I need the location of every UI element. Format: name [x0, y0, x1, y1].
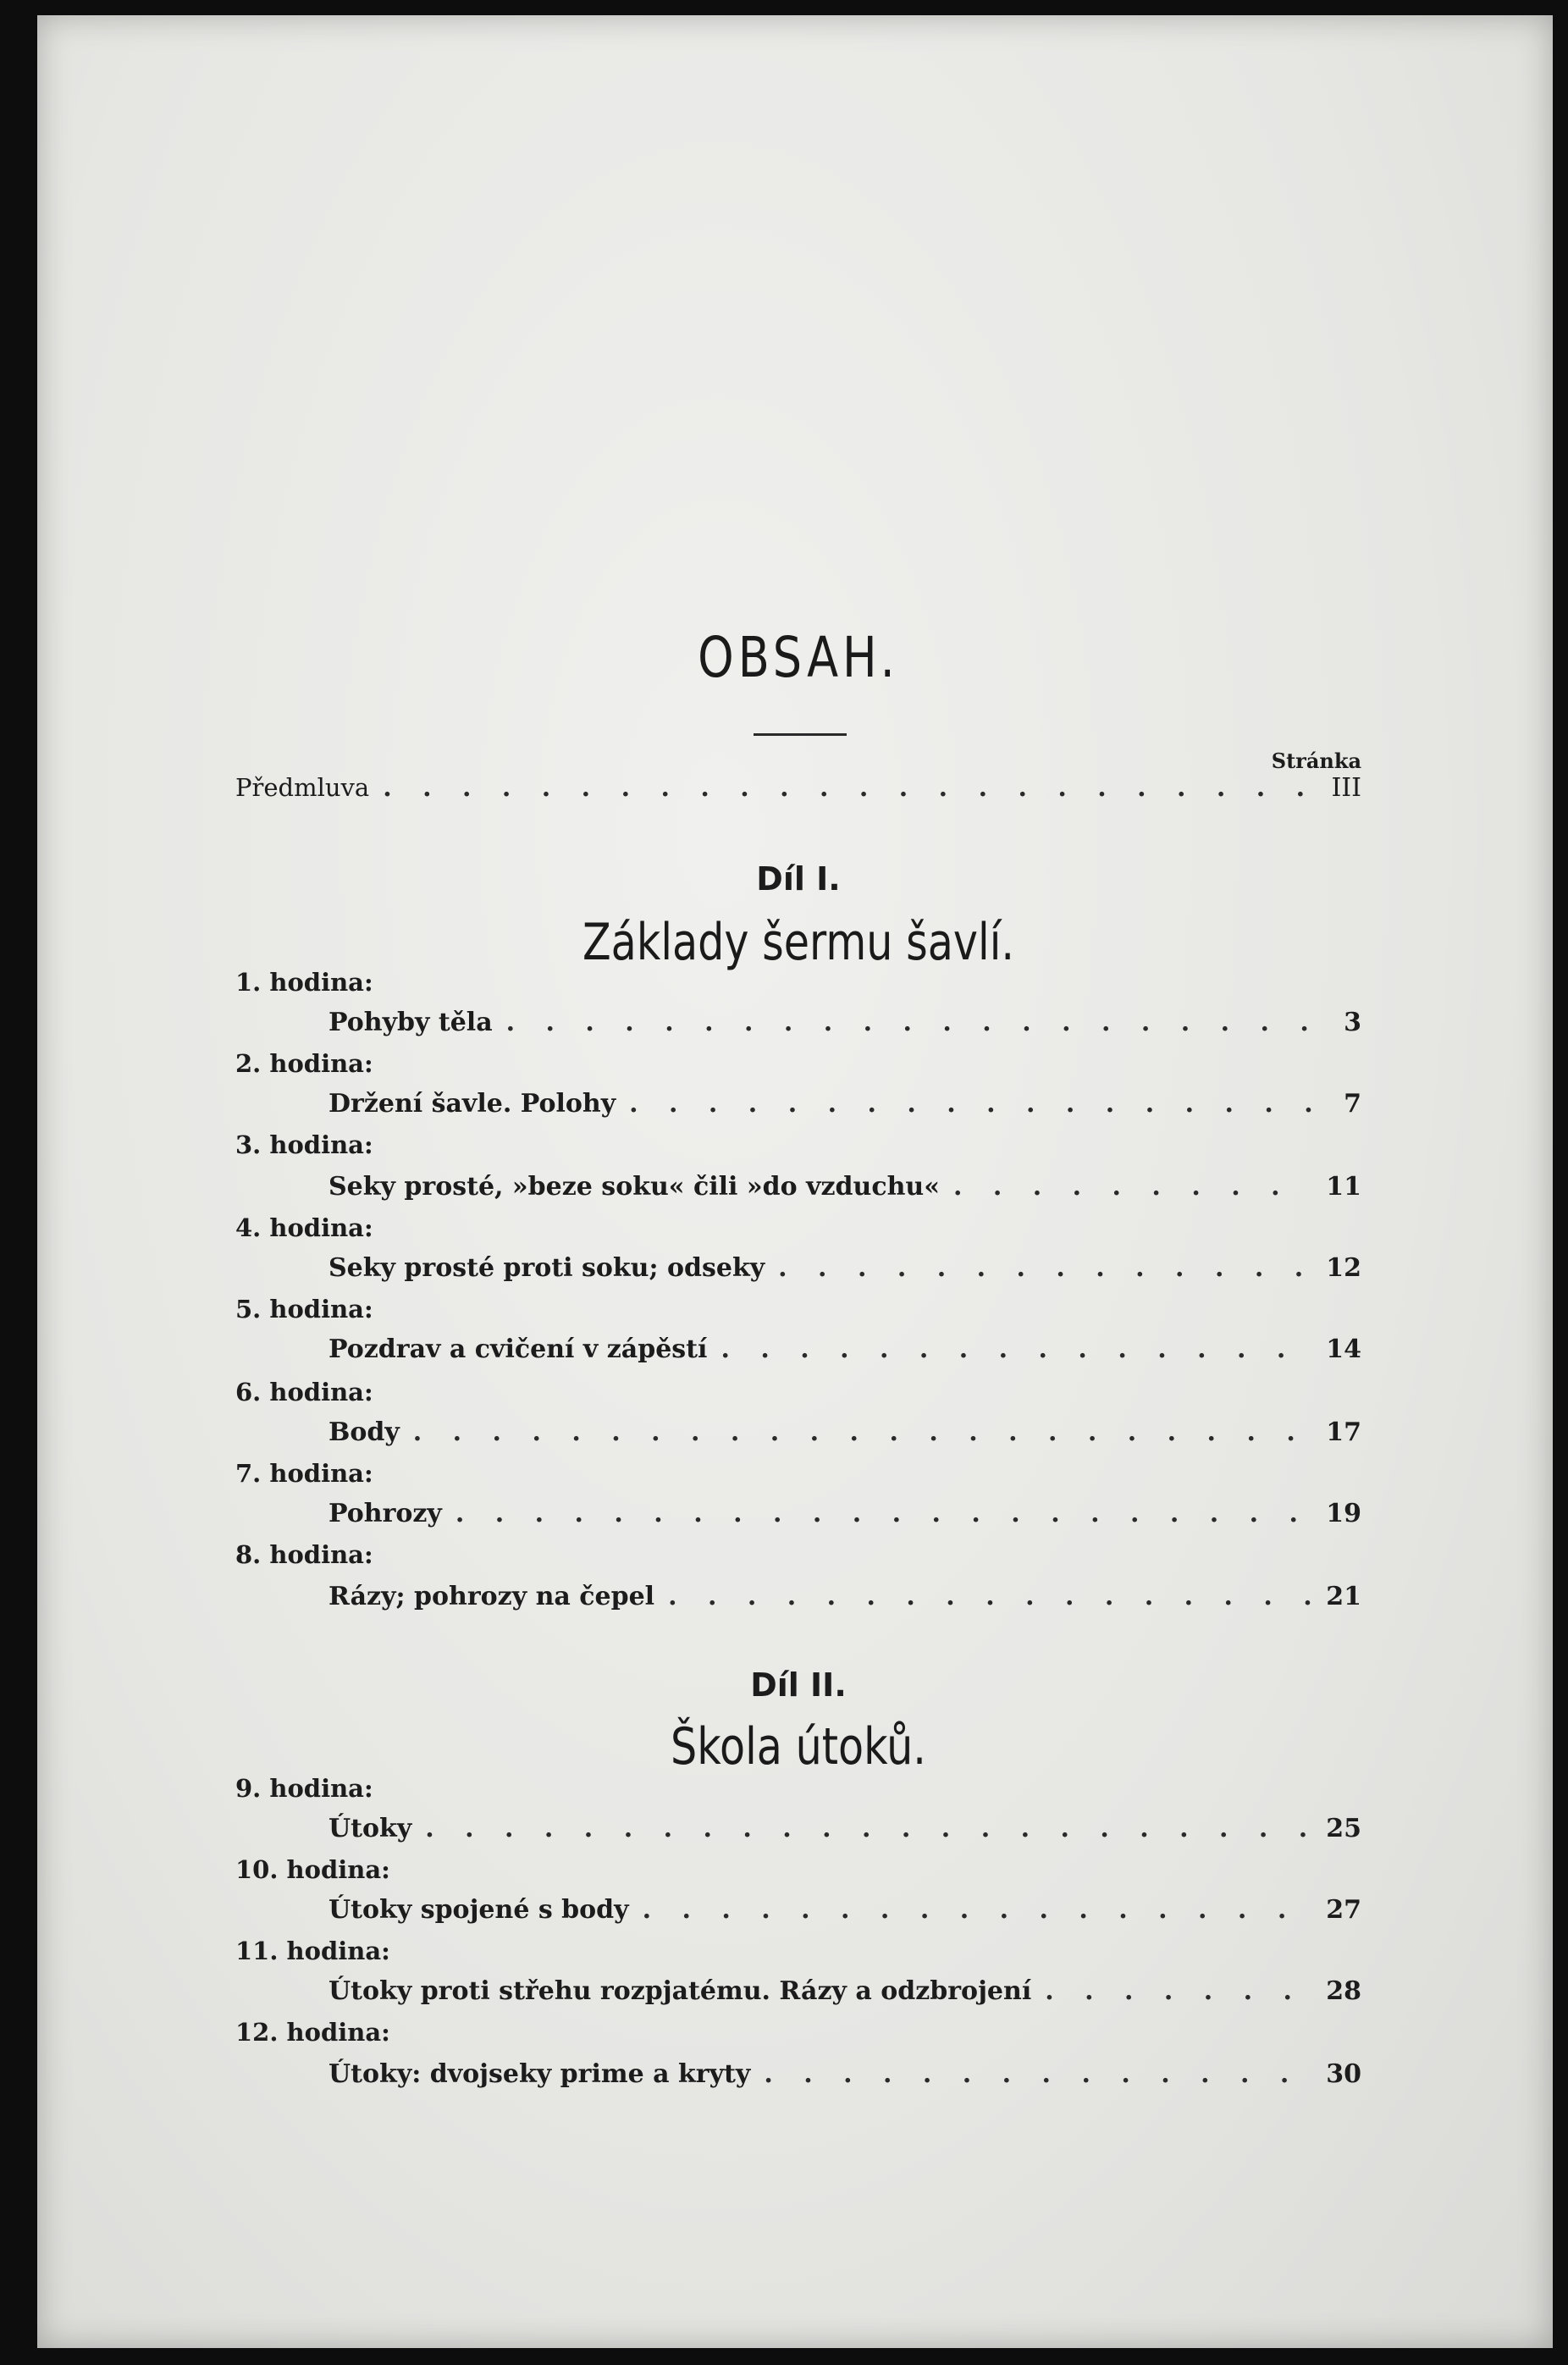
dot-leader — [953, 1170, 1312, 1204]
entry-page: 17 — [1326, 1417, 1361, 1447]
lesson-hour: 2. hodina: — [235, 1049, 373, 1078]
entry-title: Seky prosté proti soku; odseky — [329, 1253, 765, 1283]
dot-leader — [425, 1812, 1312, 1846]
entry-page: 3 — [1344, 1008, 1361, 1037]
table-of-contents — [235, 15, 1361, 2348]
dot-leader — [629, 1087, 1314, 1121]
entry-title: Útoky proti střehu rozpjatému. Rázy a odzbrojení — [329, 1976, 1032, 2006]
toc-entry[interactable] — [235, 2058, 1361, 2091]
entry-page: 25 — [1326, 1814, 1361, 1843]
part-label: Díl I. — [756, 860, 841, 898]
part-label: Díl II. — [750, 1666, 847, 1704]
dot-leader — [721, 1333, 1312, 1367]
dot-leader — [778, 1252, 1312, 1285]
page-column-header: Stránka — [1271, 749, 1361, 773]
entry-title: Držení šavle. Polohy — [329, 1089, 616, 1119]
part-title: Základy šermu šavlí. — [582, 913, 1015, 972]
entry-title: Rázy; pohrozy na čepel — [329, 1582, 655, 1611]
page-title: OBSAH. — [698, 625, 899, 690]
toc-entry[interactable] — [235, 1170, 1361, 1204]
dot-leader — [668, 1580, 1312, 1614]
part-title: Škola útoků. — [671, 1717, 926, 1777]
entry-title: Útoky spojené s body — [329, 1895, 629, 1925]
entry-page: III — [1331, 773, 1361, 803]
entry-title: Útoky — [329, 1814, 412, 1843]
dot-leader — [506, 1006, 1314, 1040]
entry-title: Pozdrav a cvičení v zápěstí — [329, 1334, 708, 1364]
lesson-hour: 8. hodina: — [235, 1540, 373, 1569]
toc-entry[interactable] — [235, 1812, 1361, 1846]
lesson-hour: 11. hodina: — [235, 1937, 390, 1965]
toc-entry[interactable] — [235, 1497, 1361, 1531]
dot-leader — [764, 2058, 1312, 2091]
entry-title: Předmluva — [235, 773, 370, 802]
lesson-hour: 7. hodina: — [235, 1459, 373, 1488]
entry-page: 21 — [1326, 1582, 1361, 1611]
toc-entry[interactable] — [235, 1252, 1361, 1285]
entry-title: Pohrozy — [329, 1499, 442, 1528]
title-divider — [754, 733, 847, 736]
lesson-hour: 12. hodina: — [235, 2018, 390, 2047]
dot-leader — [383, 771, 1314, 805]
dot-leader — [413, 1416, 1312, 1450]
lesson-hour: 1. hodina: — [235, 968, 373, 997]
lesson-hour: 3. hodina: — [235, 1130, 373, 1159]
dot-leader — [1045, 1975, 1312, 2009]
lesson-hour: 5. hodina: — [235, 1295, 373, 1323]
toc-entry[interactable] — [235, 1416, 1361, 1450]
lesson-hour: 9. hodina: — [235, 1774, 373, 1803]
entry-title: Body — [329, 1417, 400, 1447]
entry-page: 27 — [1326, 1895, 1361, 1925]
entry-page: 12 — [1326, 1253, 1361, 1283]
toc-entry-preface[interactable] — [235, 771, 1361, 804]
entry-page: 14 — [1326, 1334, 1361, 1364]
toc-entry[interactable] — [235, 1893, 1361, 1927]
toc-entry[interactable] — [235, 1975, 1361, 2009]
entry-page: 11 — [1326, 1172, 1361, 1202]
lesson-hour: 6. hodina: — [235, 1378, 373, 1406]
toc-entry[interactable] — [235, 1580, 1361, 1614]
entry-title: Útoky: dvojseky prime a kryty — [329, 2059, 751, 2089]
lesson-hour: 10. hodina: — [235, 1855, 390, 1884]
entry-page: 30 — [1326, 2059, 1361, 2089]
entry-page: 28 — [1326, 1976, 1361, 2006]
dot-leader — [643, 1893, 1313, 1927]
entry-page: 19 — [1326, 1499, 1361, 1528]
lesson-hour: 4. hodina: — [235, 1213, 373, 1242]
entry-title: Pohyby těla — [329, 1008, 493, 1037]
toc-entry[interactable] — [235, 1006, 1361, 1040]
toc-entry[interactable] — [235, 1087, 1361, 1121]
entry-page: 7 — [1344, 1089, 1361, 1119]
dot-leader — [455, 1497, 1312, 1531]
entry-title: Seky prosté, »beze soku« čili »do vzduchu« — [329, 1172, 940, 1202]
toc-entry[interactable] — [235, 1333, 1361, 1367]
page-sheet — [37, 15, 1553, 2348]
